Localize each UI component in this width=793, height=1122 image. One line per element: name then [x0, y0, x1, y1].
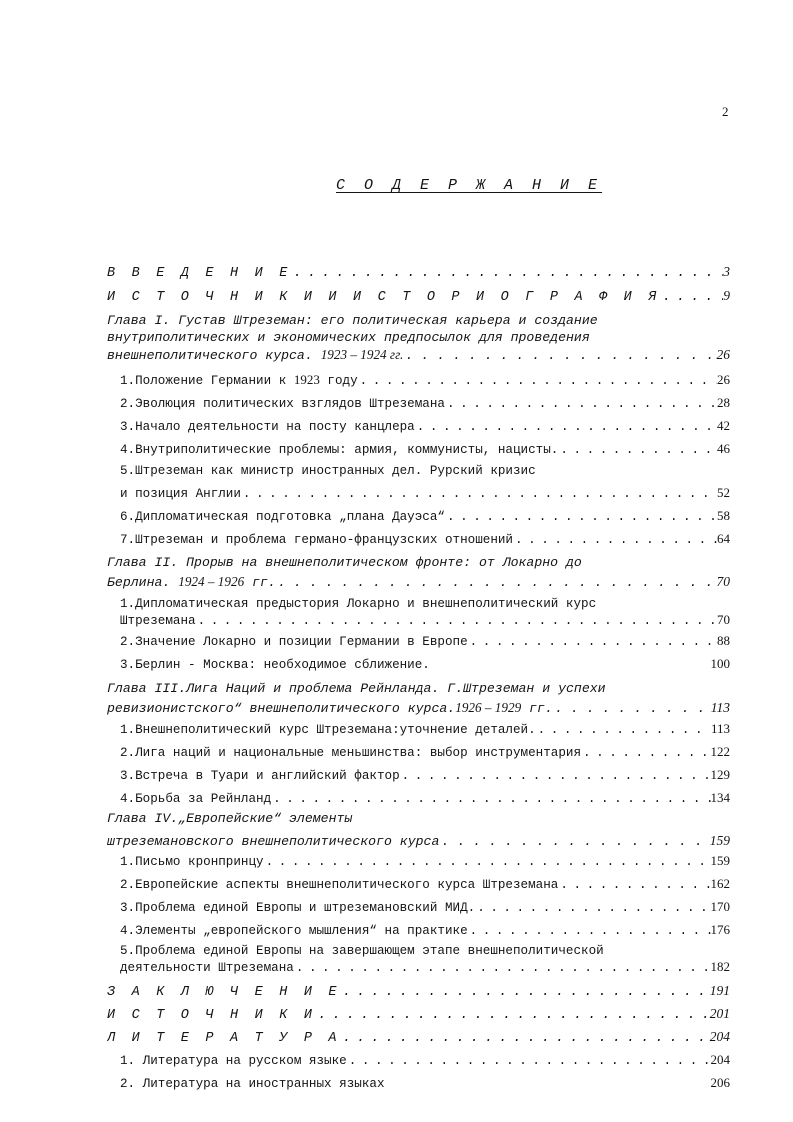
- section-title: 6.Дипломатическая подготовка „плана Дауэса“: [120, 510, 445, 524]
- dot-leader: [241, 487, 717, 501]
- toc-section[interactable]: [120, 441, 730, 457]
- entry-page: 26: [716, 347, 730, 362]
- dot-leader: [271, 792, 710, 806]
- section-title: 2.Эволюция политических взглядов Штреземана: [120, 397, 445, 411]
- entry-title: И С Т О Ч Н И К И: [107, 1008, 317, 1023]
- entry-page: 9: [723, 288, 730, 303]
- dot-leader: [468, 924, 711, 938]
- dot-leader: [513, 533, 717, 547]
- toc-entry-sources-historiography[interactable]: [107, 288, 730, 305]
- dot-leader: [400, 769, 711, 783]
- section-page: 162: [710, 876, 730, 891]
- toc-section[interactable]: [120, 853, 730, 869]
- chapter-years: 1924 – 1926: [178, 574, 245, 589]
- entry-title: З А К Л Ю Ч Е Н И Е: [107, 985, 341, 1000]
- section-title: 3.Проблема единой Европы и штреземановский МИД.: [120, 901, 476, 915]
- chapter-heading-line: Глава II. Прорыв на внешнеполитическом фронте: от Локарно до: [107, 555, 582, 570]
- toc-section[interactable]: [120, 721, 730, 737]
- toc-chapter-2[interactable]: [107, 554, 730, 591]
- toc-section[interactable]: [120, 596, 730, 628]
- section-title: 2.Лига наций и национальные меньшинства: выбор инструментария: [120, 746, 582, 760]
- section-title: 1.Положение Германии к: [120, 374, 287, 388]
- toc-chapter-1[interactable]: [107, 312, 730, 364]
- section-title: Штреземана: [120, 614, 196, 628]
- chapter-years: 1923 – 1924 гг.: [320, 347, 404, 362]
- section-page: 52: [717, 485, 730, 500]
- chapter-heading-line: Берлина.: [107, 575, 171, 590]
- toc-section[interactable]: [120, 372, 730, 388]
- section-page: 134: [710, 790, 730, 805]
- toc-section[interactable]: [120, 633, 730, 649]
- section-title: 1. Литература на русском языке: [120, 1054, 347, 1068]
- section-title: и позиция Англии: [120, 487, 241, 501]
- dot-leader: [581, 746, 710, 760]
- chapter-heading-line: Глава I. Густав Штреземан: его политическая карьера и создание: [107, 313, 598, 328]
- dot-leader: [316, 1008, 710, 1023]
- toc-section[interactable]: [120, 876, 730, 892]
- section-title: 5.Проблема единой Европы на завершающем этапе внешнеполитической: [120, 944, 604, 958]
- section-page: 176: [710, 922, 730, 937]
- chapter-heading-line: Глава III.Лига Наций и проблема Рейнланда. Г.Штреземан и успехи: [107, 681, 606, 696]
- dot-leader: [558, 443, 717, 457]
- toc-entry-conclusion[interactable]: [107, 983, 730, 1000]
- section-page: 204: [710, 1052, 730, 1067]
- section-page: 88: [717, 633, 730, 648]
- section-page: 70: [717, 612, 730, 627]
- dot-leader: [347, 1054, 711, 1068]
- chapter-heading-line: гг.: [252, 575, 276, 590]
- chapter-heading-line: ревизионистского“ внешнеполитического курса.: [107, 701, 456, 716]
- entry-page: 159: [709, 833, 730, 848]
- section-page: 159: [710, 853, 730, 868]
- dot-leader: [264, 855, 711, 869]
- toc-section[interactable]: [120, 790, 730, 806]
- toc-chapter-4[interactable]: [107, 810, 730, 850]
- section-title: деятельности Штреземана: [120, 961, 294, 975]
- section-page: 58: [717, 508, 730, 523]
- dot-leader: [294, 961, 711, 975]
- dot-leader: [536, 723, 711, 737]
- entry-page: 70: [716, 574, 730, 589]
- toc-entry-introduction[interactable]: [107, 264, 730, 281]
- toc-section[interactable]: [120, 943, 730, 975]
- dot-leader: [445, 397, 717, 411]
- section-title: 2. Литература на иностранных языках: [120, 1077, 385, 1091]
- dot-leader: [341, 1031, 710, 1046]
- dot-leader: [403, 347, 716, 364]
- entry-page: 113: [710, 700, 730, 715]
- section-year: 1923: [293, 372, 320, 387]
- section-title: 3.Начало деятельности на посту канцлера: [120, 420, 415, 434]
- chapter-heading-line: внешнеполитического курса.: [107, 348, 313, 363]
- dot-leader: [475, 901, 710, 915]
- dot-leader: [661, 290, 724, 305]
- section-title: 4.Борьба за Рейнланд: [120, 792, 272, 806]
- section-page: 122: [710, 744, 730, 759]
- page-number: 2: [722, 104, 729, 119]
- chapter-heading-line: штреземановского внешнеполитического курса: [107, 834, 440, 849]
- dot-leader: [196, 614, 717, 628]
- section-title: 3.Встреча в Туари и английский фактор: [120, 769, 400, 783]
- dot-leader: [276, 574, 717, 591]
- section-page: 28: [717, 395, 730, 410]
- toc-entry-literature[interactable]: [107, 1029, 730, 1046]
- section-title: 7.Штреземан и проблема германо-французских отношений: [120, 533, 513, 547]
- dot-leader: [341, 985, 710, 1000]
- entry-title: И С Т О Ч Н И К И И И С Т О Р И О Г Р А Ф И Я: [107, 290, 661, 305]
- toc-section[interactable]: [120, 508, 730, 524]
- section-title: 2.Значение Локарно и позиции Германии в Европе: [120, 635, 468, 649]
- section-title: году: [327, 374, 358, 388]
- section-page: 26: [717, 372, 730, 387]
- dot-leader: [415, 420, 717, 434]
- section-title: 1.Дипломатическая предыстория Локарно и внешнеполитический курс: [120, 597, 597, 611]
- dot-leader: [439, 833, 709, 850]
- page-title: С О Д Е Р Ж А Н И Е: [336, 177, 603, 194]
- section-title: 2.Европейские аспекты внешнеполитического курса Штреземана: [120, 878, 559, 892]
- section-title: 4.Элементы „европейского мышления“ на практике: [120, 924, 468, 938]
- dot-leader: [445, 510, 717, 524]
- section-page: 182: [710, 959, 730, 974]
- section-title: 5.Штреземан как министр иностранных дел. Рурский кризис: [120, 464, 536, 478]
- toc-section[interactable]: [120, 744, 730, 760]
- toc-section[interactable]: [120, 767, 730, 783]
- section-title: 1.Письмо кронпринцу: [120, 855, 264, 869]
- section-page: 206: [710, 1075, 730, 1090]
- entry-page: 191: [709, 983, 730, 998]
- toc-section[interactable]: [120, 1052, 730, 1068]
- section-page: 100: [710, 656, 730, 671]
- toc-section[interactable]: [120, 922, 730, 938]
- section-page: 64: [717, 531, 730, 546]
- chapter-heading-line: гг.: [529, 701, 553, 716]
- section-title: 3.Берлин - Москва: необходимое сближение.: [120, 658, 430, 672]
- toc-section[interactable]: [120, 656, 730, 672]
- entry-title: Л И Т Е Р А Т У Р А: [107, 1031, 341, 1046]
- section-page: 113: [710, 721, 730, 736]
- dot-leader: [468, 635, 717, 649]
- entry-page: 3: [723, 264, 730, 279]
- chapter-years: 1926 – 1929: [455, 700, 522, 715]
- toc-section[interactable]: [120, 418, 730, 434]
- entry-page: 204: [709, 1029, 730, 1044]
- section-title: 4.Внутриполитические проблемы: армия, коммунисты, нацисты.: [120, 443, 559, 457]
- section-page: 42: [717, 418, 730, 433]
- toc-section[interactable]: [120, 899, 730, 915]
- section-title: 1.Внешнеполитический курс Штреземана:уточнение деталей.: [120, 723, 536, 737]
- dot-leader: [553, 700, 711, 717]
- entry-title: В В Е Д Е Н И Е: [107, 266, 292, 281]
- chapter-heading-line: Глава IV.„Европейские“ элементы: [107, 811, 353, 826]
- entry-page: 201: [709, 1006, 730, 1021]
- toc-section[interactable]: [120, 463, 730, 501]
- toc-chapter-3[interactable]: [107, 680, 730, 717]
- chapter-heading-line: внутриполитических и экономических предпосылок для проведения: [107, 330, 590, 345]
- dot-leader: [558, 878, 710, 892]
- section-page: 46: [717, 441, 730, 456]
- dot-leader: [292, 266, 724, 281]
- dot-leader: [358, 374, 717, 388]
- toc-section[interactable]: [120, 1075, 730, 1091]
- toc-section[interactable]: [120, 395, 730, 411]
- section-page: 129: [710, 767, 730, 782]
- toc-section[interactable]: [120, 531, 730, 547]
- toc-entry-sources[interactable]: [107, 1006, 730, 1023]
- section-page: 170: [710, 899, 730, 914]
